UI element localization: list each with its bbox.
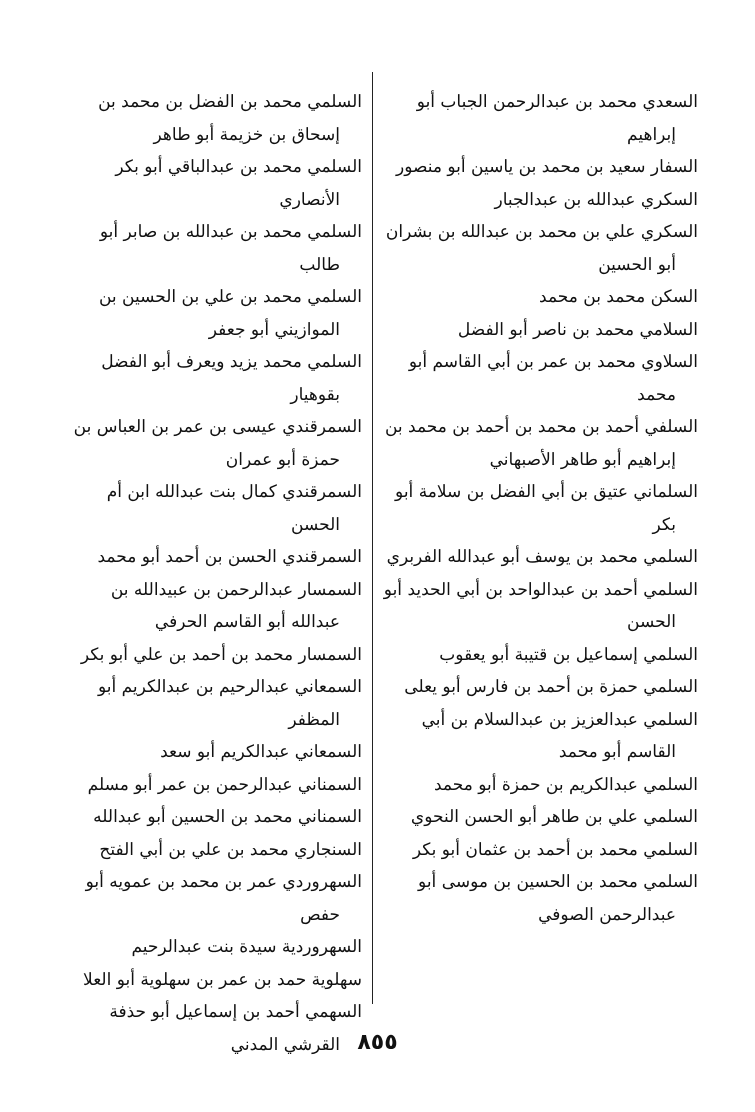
index-entry: السمعاني عبدالكريم أبو سعد [160,742,362,762]
index-entry: السلمي علي بن طاهر أبو الحسن النحوي [410,807,698,827]
index-entry: السلمي محمد بن علي بن الحسين بن الموازيني أبو جعفر [98,287,362,340]
index-entry: السلفي أحمد بن محمد بن أحمد بن محمد بن إبراهيم أبو طاهر الأصبهاني [384,417,698,470]
index-entry: السلمي عبدالعزيز بن عبدالسلام بن أبي القاسم أبو محمد [421,709,698,762]
index-entry: السلمي أحمد بن عبدالواحد بن أبي الحديد أبو الحسن [383,579,698,632]
page-number: ٨٥٥ [357,1030,398,1055]
index-entry: السنجاري محمد بن علي بن أبي الفتح [99,839,362,860]
index-entry: السهروردي عمر بن محمد بن عمويه أبو حفص [85,872,362,925]
index-entry: السلاوي محمد بن عمر بن أبي القاسم أبو محمد [408,352,698,405]
index-entry: السمناني عبدالرحمن بن عمر أبو مسلم [87,774,362,795]
right-column [380,86,698,931]
index-entry: السمعاني عبدالرحيم بن عبدالكريم أبو المظفر [97,677,362,730]
index-entry: السلمي محمد بن عبدالباقي أبو بكر الأنصاري [115,157,362,210]
index-entry: السمناني محمد بن الحسين أبو عبدالله [93,807,362,827]
index-entry: السكري عبدالله بن عبدالجبار [494,189,698,210]
index-entry: السلمي محمد بن الفضل بن محمد بن إسحاق بن خزيمة أبو طاهر [98,92,362,145]
index-entry: السكن محمد بن محمد [539,287,698,307]
index-entry: السلمي محمد بن يوسف أبو عبدالله الفربري [386,547,698,567]
index-entry: السلمي محمد يزيد ويعرف أبو الفضل بقوهيار [101,352,362,405]
index-entry: السمرقندي كمال بنت عبدالله ابن أم الحسن [106,482,362,535]
index-entry: السمرقندي عيسى بن عمر بن العباس بن حمزة أبو عمران [73,417,362,470]
index-entry: السلامي محمد بن ناصر أبو الفضل [457,319,698,340]
index-entry: السهمي أحمد بن إسماعيل أبو حذفة القرشي المدني [109,1002,362,1055]
index-entry: السمسار عبدالرحمن بن عبيدالله بن عبدالله أبو القاسم الحرفي [110,579,362,632]
left-column [70,86,362,1061]
index-entry: السمسار محمد بن أحمد بن علي أبو بكر [80,644,362,665]
index-entry: السلمي محمد بن أحمد بن عثمان أبو بكر [412,839,698,860]
index-entry: السلمي عبدالكريم بن حمزة أبو محمد [434,774,698,795]
index-entry: السهروردية سيدة بنت عبدالرحيم [131,937,362,957]
index-entry: السكري علي بن محمد بن عبدالله بن بشران أبو الحسين [385,222,698,275]
index-entry: السفار سعيد بن محمد بن ياسين أبو منصور [396,157,698,177]
index-entry: السلماني عتيق بن أبي الفضل بن سلامة أبو بكر [395,482,698,535]
index-entry: السلمي محمد بن عبدالله بن صابر أبو طالب [99,222,362,275]
index-entry: السمرقندي الحسن بن أحمد أبو محمد [97,547,362,567]
index-entry: السلمي إسماعيل بن قتيبة أبو يعقوب [439,644,698,665]
index-entry: سهلوية حمد بن عمر بن سهلوية أبو العلا [83,969,362,990]
index-entry: السلمي حمزة بن أحمد بن فارس أبو يعلى [404,677,698,697]
column-divider [372,72,373,1004]
index-entry: السلمي محمد بن الحسين بن موسى أبو عبدالرحمن الصوفي [418,872,698,925]
index-entry: السعدي محمد بن عبدالرحمن الجباب أبو إبراهيم [416,92,698,145]
